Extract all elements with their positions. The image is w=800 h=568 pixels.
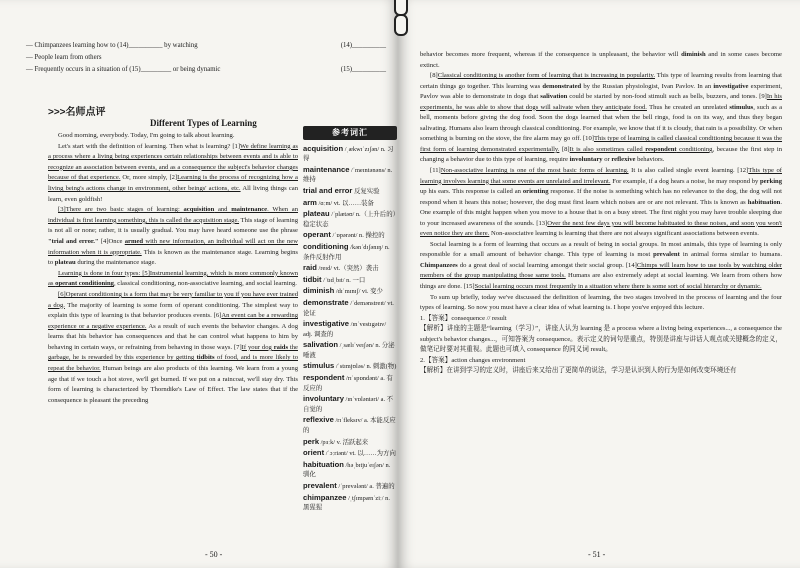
paragraph: [11]Non-associative learning is one of the most basic forms of learning. It is also called single event learning. [12]This type of learning involves learning that some events are unrelated and irrelevant. For example, if a dog hears a noise, he may respond by perking up his ears. This response is called an orienting response. If the noise is something which has no relevance to the dog, the dog will not respond when it hears this noise; however, the dog must first learn which noises are or are not relevant. This is known as habituation. One example of this might happen when you move to a house that is on a busy street. The first night you may have trouble sleeping due to your increased awareness of the sounds. [13]Over the next few days you will become habituated to these noises, and soon you won't even notice they are there. Non-associative learning is learning that there are not always significant associations between events. <box>420 167 782 238</box>
vocab-item: operant /ˈɒpərənt/ n. 操控的 <box>303 230 385 240</box>
vocab-item: tidbit /ˈtɪdˌbɪt/ n. 一口 <box>303 274 366 284</box>
section-heading: >>>名师点评 <box>48 107 106 118</box>
paragraph: behavior becomes more frequent, whereas if the consequence is unpleasant, the behavior will diminish and in some cases become extinct. <box>420 51 782 69</box>
paragraph: To sum up briefly, today we've discussed the definition of learning, the two stages involved in the process of learning and the four types of learning. So now you must have a clear idea of what learning is. I hope you've enjoyed this lecture. <box>420 293 782 312</box>
vocab-item: investigative /ɪnˈvestɪgətɪv/ adj. 调查的 <box>303 319 387 338</box>
vocab-item: habituation /həˌbɪtjuˈeɪʃən/ n. 驯化 <box>303 459 391 479</box>
vocab-item: reflexive /rɪˈfleksɪv/ a. 本能反应的 <box>303 415 396 435</box>
paragraph: Learning is done in four types: [5]Instrumental learning, which is more commonly known as operant conditioning, classical conditioning, non-associative learning, and social learning. <box>48 269 298 288</box>
vocab-item: respondent /rɪˈspɒndənt/ a. 有反应的 <box>303 373 393 392</box>
lecture-passage <box>48 131 298 406</box>
vocab-item: salivation /ˌsælɪˈveɪʃən/ n. 分泌唾液 <box>303 340 395 359</box>
vocab-item: maintenance /ˈmeɪntənəns/ n. 维持 <box>303 164 393 184</box>
fill-line: — Chimpanzees learning how to (14)__________ by watching (14)__________ <box>26 42 386 49</box>
vocab-item: perk /pɜːk/ v. 活跃起来 <box>303 436 369 446</box>
answer-item: 1.【答案】consequence // result <box>420 314 507 322</box>
paragraph: Let's start with the definition of learning. Then what is learning? [1]We define learning as a process where a living being experiences certain relationships between events and is able to recognize an association between events, and as a consequence the subject's behavior changes because of that experience. Or, more simply, [2]Learning is the process of recognizing how a living being's actions change in environment, other beings' actions, etc. All living things can learn, even goldfish! <box>48 142 299 203</box>
vocabulary-heading: 参考词汇 <box>303 126 397 140</box>
page-number: - 50 - <box>205 550 223 559</box>
paragraph: [3]There are two basic stages of learning: acquisition and maintenance. When an individual is first learning something, this is called the acquisition stage. This stage of learning is not all or none; rather, it is usually gradual. You may have heard someone use the phrase "trial and error." [4]Once armed with new information, an individual will act on the new information when it is appropriate. This is known as the maintenance stage. Learning begins to plateau during the maintenance stage. <box>48 206 298 267</box>
vocab-item: orient /ˈɔːriənt/ vt. 以……为方向 <box>303 448 396 458</box>
lecture-passage-continued <box>420 50 782 377</box>
vocab-item: conditioning /kənˈdɪʃənɪŋ/ n. 条件反射作用 <box>303 241 390 261</box>
paragraph: Good morning, everybody. Today, I'm going to talk about learning. <box>58 132 235 139</box>
vocab-item: demonstrate /ˈdemənstreɪt/ vt. 论证 <box>303 297 394 317</box>
answer-item: 2.【答案】action changes environment <box>420 356 526 364</box>
notes-fill-lines <box>26 40 386 76</box>
vocab-item: acquisition /ˌækwɪˈzɪʃən/ n. 习得 <box>303 143 394 163</box>
binding-ring <box>394 14 408 36</box>
vocab-item: diminish /dɪˈmɪnɪʃ/ vi. 变少 <box>303 286 383 296</box>
answer-explanation: 【解析】讲座的主题是“learning（学习）”，讲座人认为 learning 是 a process where a living being experiences..., a consequence the subject's behavior changes...，可知答案为 consequence。表示定义的词句是重点，特别是讲座与讲话人观点或关键概念的定义，做笔记时要对其重视。此题也可填入 consequence 的同义词 result。 <box>420 325 782 354</box>
vocabulary-box <box>303 126 397 514</box>
vocab-item: chimpanzee /ˌtʃɪmpænˈziː/ n. 黑猩猩 <box>303 492 390 512</box>
paragraph: [6]Operant conditioning is a form that may be very familiar to you if you have ever trained a dog. The majority of learning is some form of operant conditioning. The simplest way to explain this type of learning is that behavior produces events. [6]An event can be a rewarding experience or a negative experience. As a result of such events the behavior changes. A dog learns that his behavior has consequences and that he can control what happens to him by behaving in certain ways, or refraining from behaving in those ways. [7]If your dog raids the garbage, he is rewarded by this experience by getting tidbits of food, and is more likely to repeat the behavior. Human beings are also products of this learning. We learn from a young age that if we touch a hot stove, we'll get burned. If we put on a raincoat, we'll stay dry. This form of learning is characterized by Thorndike's Law of Effect. The law states that if the consequence is pleasant the preceding <box>48 290 298 404</box>
answer-explanation: 【解析】在讲到学习的定义时，讲座后来又给出了更简单的说法，学习是认识到人的行为是如何改变环境还有 <box>420 367 737 375</box>
fill-line: — Frequently occurs in a situation of (15)_________ or being dynamic (15)__________ <box>26 66 386 73</box>
vocab-item: raid /reɪd/ vt.（突然）袭击 <box>303 263 379 273</box>
page-51 <box>398 0 800 568</box>
vocab-item: prevalent /ˈprevələnt/ a. 普遍的 <box>303 481 395 490</box>
passage-title: Different Types of Learning <box>150 118 257 128</box>
fill-line: — People learn from others <box>26 54 102 61</box>
page-50 <box>0 0 398 568</box>
spiral-binding <box>388 0 412 568</box>
vocab-item: plateau /ˈplætəʊ/ n.（上升后的）稳定状态 <box>303 209 396 228</box>
vocab-item: involuntary /ɪnˈvɒləntəri/ a. 不自觉的 <box>303 394 394 413</box>
vocab-item: trial and error 反复实验 <box>303 185 380 195</box>
paragraph: Social learning is a form of learning that occurs as a result of being in social groups. In most animals, this type of learning is only responsible for a small amount of behavior change. This type of learning is most prevalent in animal forms similar to humans. Chimpanzees do a great deal of social learning amongst their social group. [14]Chimps will learn how to use tools by watching older members of the group manipulating those same tools. Humans are also extremely adept at social learning. We learn from others how things are done. [15]Social learning occurs most frequently in a situation where there is some sort of social hierarchy or dynamic. <box>420 240 782 291</box>
paragraph: [8]Classical conditioning is another form of learning that is increasing in popularity. This type of learning results from learning that certain things go together. This learning was demonstrated by the Russian physiologist, Ivan Pavlov. In an investigative experiment, Pavlov was able to demonstrate in dogs that salivation could be started by non-food stimuli such as bells, buzzers, and tones. [9]In his experiments, he was able to show that dogs will salivate when they anticipate food. Thus he created an unrelated stimulus, such as a bell, moments before giving the dog food. Soon the dogs learned that when the bell rings, food is on its way, and thus they began salivating. Humans also learn through classical conditioning. For example, we know that if it is cloudy, that rain is a possibility. Or when something is burning on the stove, the fire alarm may go off. [10]This type of learning is called classical conditioning because it was the first form of learning demonstrated experimentally. [8]It is also sometimes called respondent conditioning, because the first step in changing a behavior due to this type of learning, require involuntary or reflexive behaviors. <box>420 72 783 164</box>
vocab-item: stimulus /ˈstɪmjʊləs/ n. 刺激(物) <box>303 361 397 371</box>
vocab-item: arm /ɑːm/ vt. 以……装备 <box>303 197 374 207</box>
page-number: - 51 - <box>588 550 606 559</box>
